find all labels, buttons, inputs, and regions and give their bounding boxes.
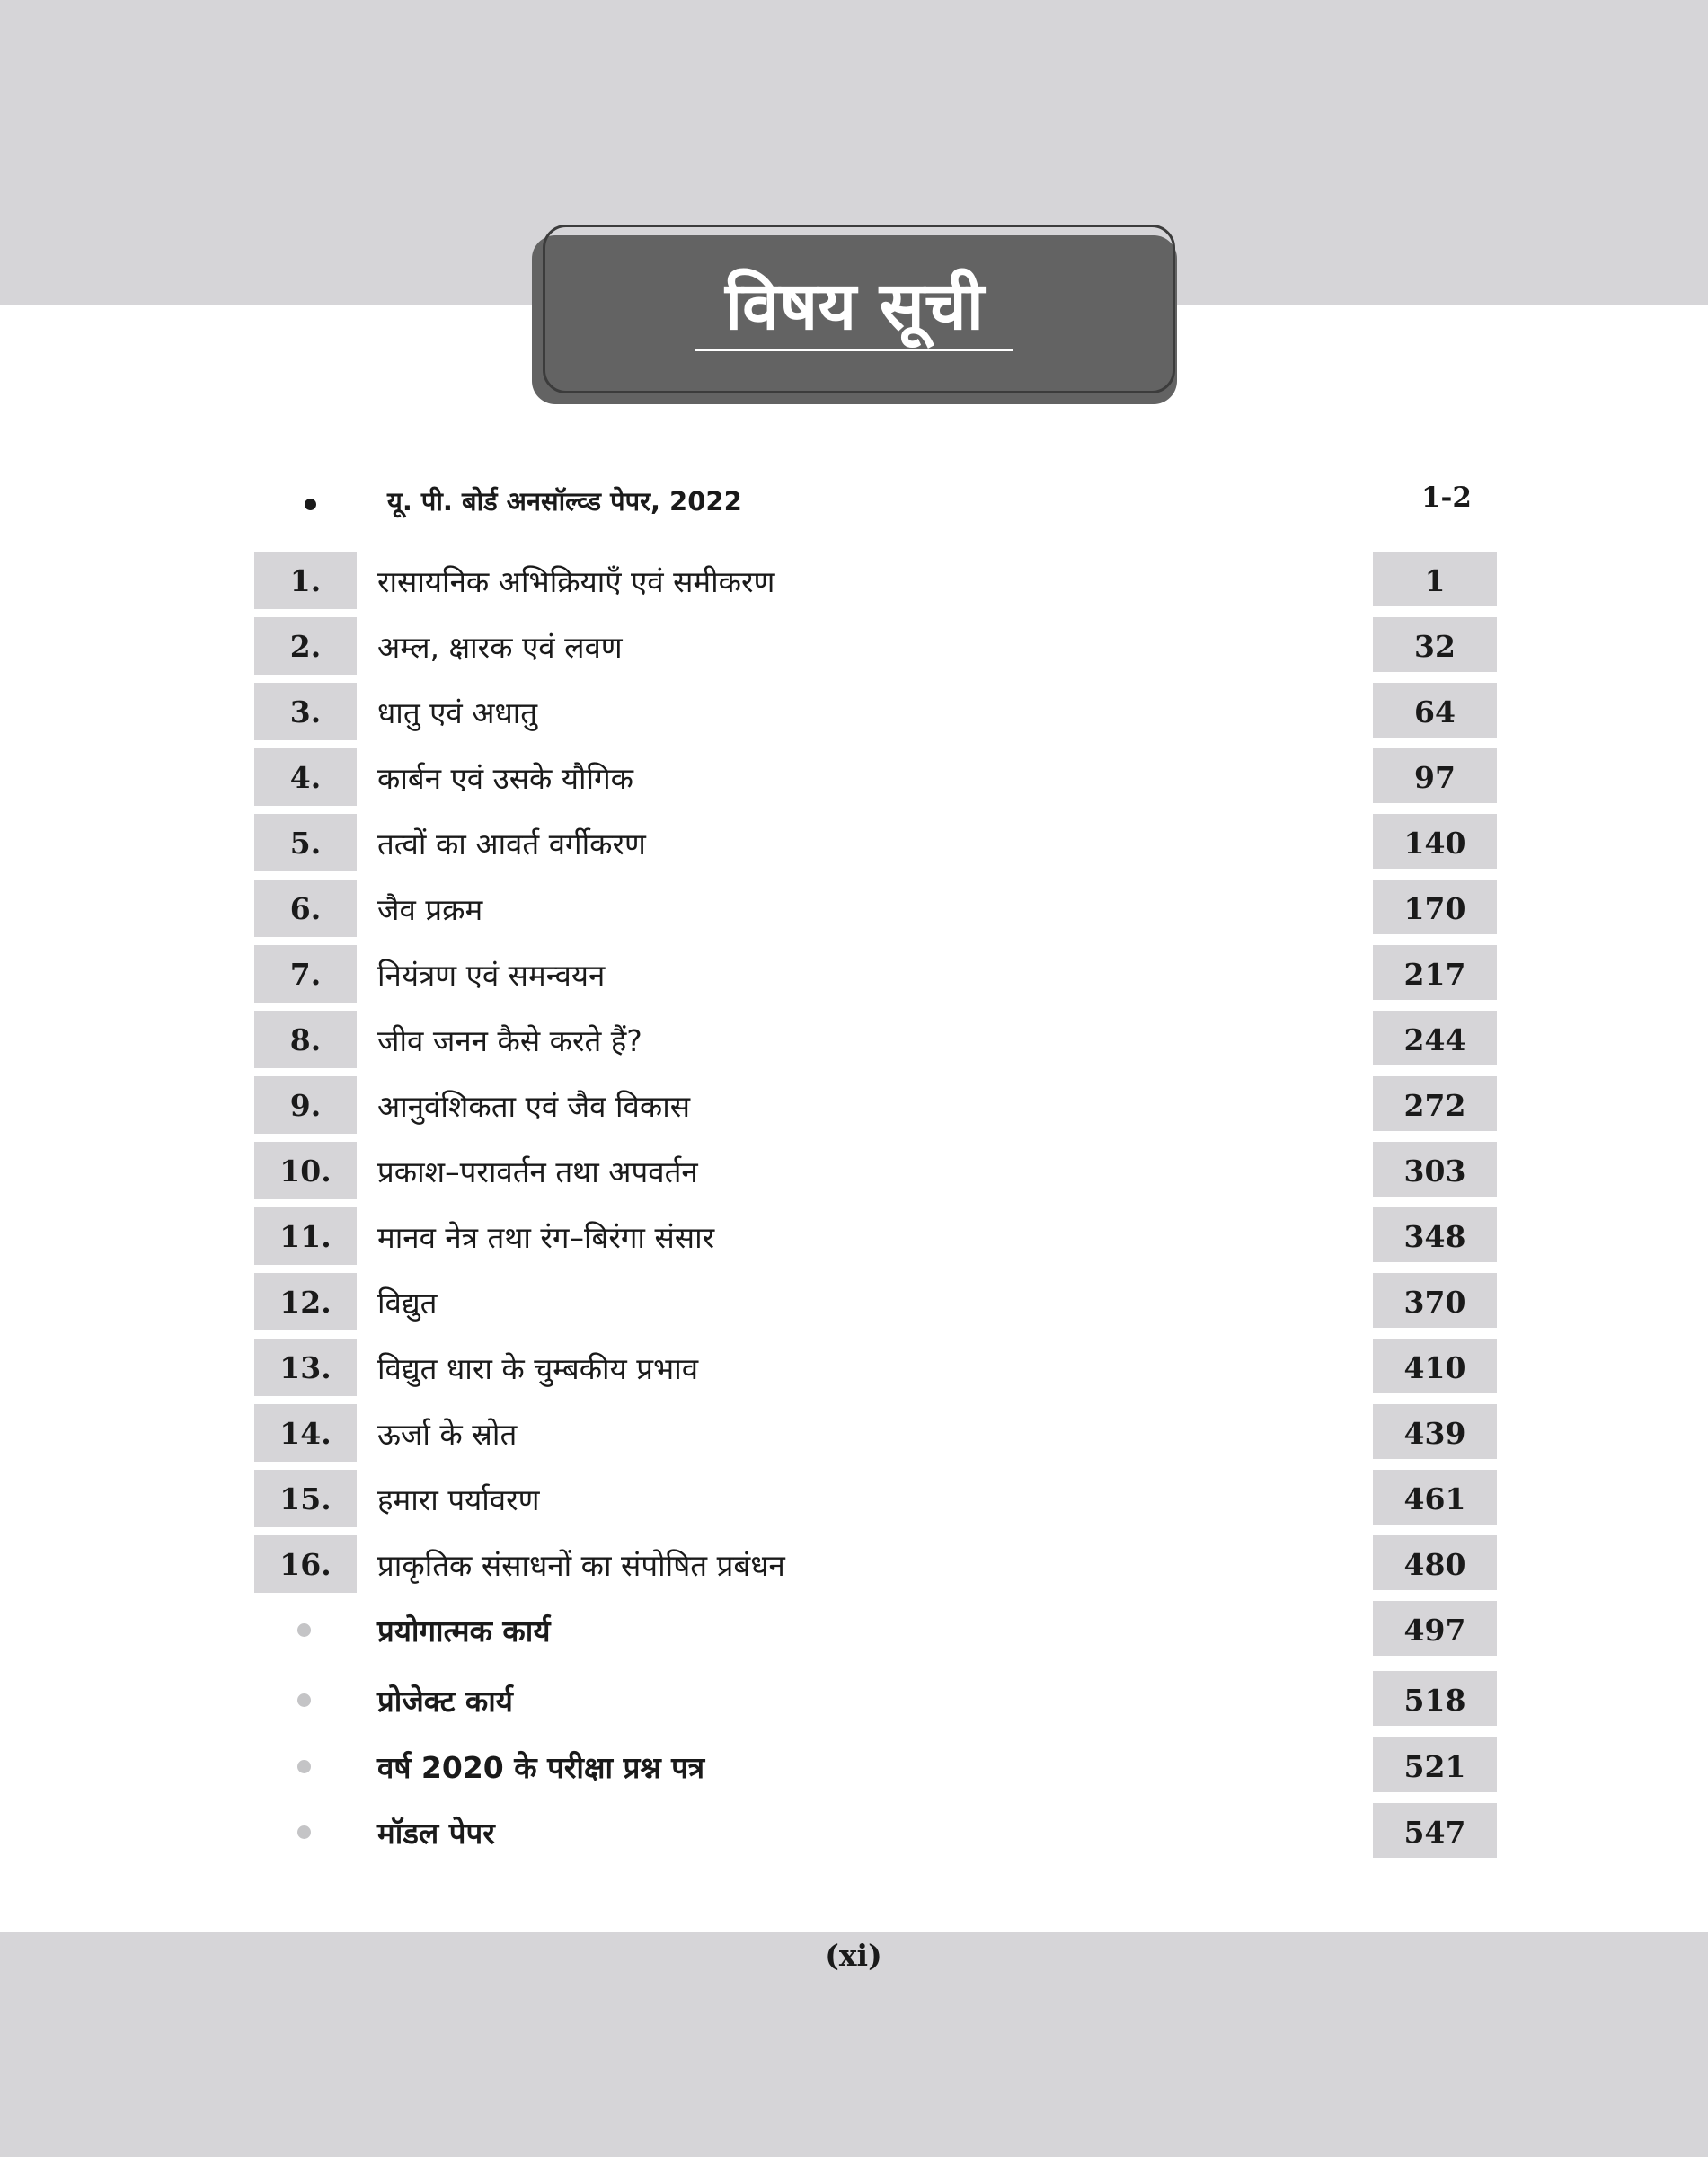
chapter-number: 13. <box>254 1339 357 1396</box>
chapter-title: तत्वों का आवर्त वर्गीकरण <box>377 826 646 862</box>
chapter-page: 439 <box>1373 1404 1497 1462</box>
bullet-icon <box>297 1760 311 1773</box>
chapter-page: 217 <box>1373 945 1497 1003</box>
title-underline <box>695 349 1013 351</box>
toc-row <box>0 814 1708 871</box>
chapter-title: ऊर्जा के स्रोत <box>377 1416 518 1452</box>
chapter-number: 8. <box>254 1011 357 1068</box>
bullet-icon <box>297 1825 311 1839</box>
toc-row <box>0 880 1708 937</box>
chapter-page: 97 <box>1373 748 1497 806</box>
bullet-icon <box>297 1623 311 1637</box>
toc-row <box>0 1470 1708 1527</box>
toc-row <box>0 1207 1708 1265</box>
chapter-number: 14. <box>254 1404 357 1462</box>
page-number: (xi) <box>825 1938 882 1973</box>
chapter-page: 410 <box>1373 1339 1497 1396</box>
chapter-title: कार्बन एवं उसके यौगिक <box>377 760 634 796</box>
chapter-page: 348 <box>1373 1207 1497 1265</box>
toc-row <box>0 1011 1708 1068</box>
paper-row <box>0 476 1708 530</box>
chapter-title: मानव नेत्र तथा रंग–बिरंगा संसार <box>377 1219 715 1255</box>
chapter-page: 140 <box>1373 814 1497 871</box>
chapter-page: 170 <box>1373 880 1497 937</box>
chapter-number: 10. <box>254 1142 357 1199</box>
extra-title: वर्ष 2020 के परीक्षा प्रश्न पत्र <box>377 1749 705 1785</box>
chapter-page: 32 <box>1373 617 1497 675</box>
toc-row <box>0 1273 1708 1330</box>
extra-page: 521 <box>1373 1737 1497 1795</box>
chapter-title: जीव जनन कैसे करते हैं? <box>377 1022 642 1058</box>
chapter-title: प्रकाश–परावर्तन तथा अपवर्तन <box>377 1154 698 1189</box>
chapter-title: आनुवंशिकता एवं जैव विकास <box>377 1088 691 1124</box>
chapter-page: 480 <box>1373 1535 1497 1593</box>
bullet-icon <box>305 499 316 510</box>
chapter-number: 11. <box>254 1207 357 1265</box>
chapter-page: 1 <box>1373 552 1497 609</box>
chapter-title: विद्युत धारा के चुम्बकीय प्रभाव <box>377 1350 699 1386</box>
toc-row <box>0 1076 1708 1134</box>
extra-title: प्रयोगात्मक कार्य <box>377 1613 551 1649</box>
chapter-number: 15. <box>254 1470 357 1527</box>
chapter-number: 3. <box>254 683 357 740</box>
extra-title: प्रोजेक्ट कार्य <box>377 1683 513 1719</box>
toc-row <box>0 1142 1708 1199</box>
toc-extra-row <box>0 1737 1708 1795</box>
chapter-title: नियंत्रण एवं समन्वयन <box>377 957 606 993</box>
paper-title: यू. पी. बोर्ड अनसॉल्व्ड पेपर, 2022 <box>387 486 742 517</box>
chapter-page: 272 <box>1373 1076 1497 1134</box>
chapter-title: प्राकृतिक संसाधनों का संपोषित प्रबंधन <box>377 1547 785 1583</box>
chapter-page: 461 <box>1373 1470 1497 1527</box>
toc-row <box>0 945 1708 1003</box>
toc-row <box>0 1339 1708 1396</box>
chapter-number: 7. <box>254 945 357 1003</box>
paper-pages: 1-2 <box>1420 482 1472 514</box>
chapter-number: 4. <box>254 748 357 806</box>
chapter-title: रासायनिक अभिक्रियाएँ एवं समीकरण <box>377 563 775 599</box>
chapter-title: विद्युत <box>377 1285 438 1321</box>
toc-row <box>0 748 1708 806</box>
chapter-number: 12. <box>254 1273 357 1330</box>
chapter-title: हमारा पर्यावरण <box>377 1481 540 1517</box>
chapter-number: 16. <box>254 1535 357 1593</box>
chapter-page: 370 <box>1373 1273 1497 1330</box>
chapter-page: 303 <box>1373 1142 1497 1199</box>
chapter-number: 9. <box>254 1076 357 1134</box>
chapter-number: 1. <box>254 552 357 609</box>
chapter-number: 6. <box>254 880 357 937</box>
extra-page: 547 <box>1373 1803 1497 1861</box>
toc-row <box>0 552 1708 609</box>
chapter-number: 2. <box>254 617 357 675</box>
extra-title: मॉडल पेपर <box>377 1815 495 1851</box>
bullet-icon <box>297 1693 311 1707</box>
extra-page: 518 <box>1373 1671 1497 1728</box>
chapter-page: 64 <box>1373 683 1497 740</box>
chapter-title: जैव प्रक्रम <box>377 891 483 927</box>
toc-extra-row <box>0 1803 1708 1861</box>
extra-page: 497 <box>1373 1601 1497 1658</box>
toc-row <box>0 1535 1708 1593</box>
page-title: विषय सूची <box>725 267 984 345</box>
toc-extra-row <box>0 1601 1708 1658</box>
chapter-title: धातु एवं अधातु <box>377 694 538 730</box>
toc-row <box>0 1404 1708 1462</box>
toc-row <box>0 683 1708 740</box>
chapter-page: 244 <box>1373 1011 1497 1068</box>
chapter-title: अम्ल, क्षारक एवं लवण <box>377 629 623 665</box>
chapter-number: 5. <box>254 814 357 871</box>
toc-extra-row <box>0 1671 1708 1728</box>
toc-row <box>0 617 1708 675</box>
